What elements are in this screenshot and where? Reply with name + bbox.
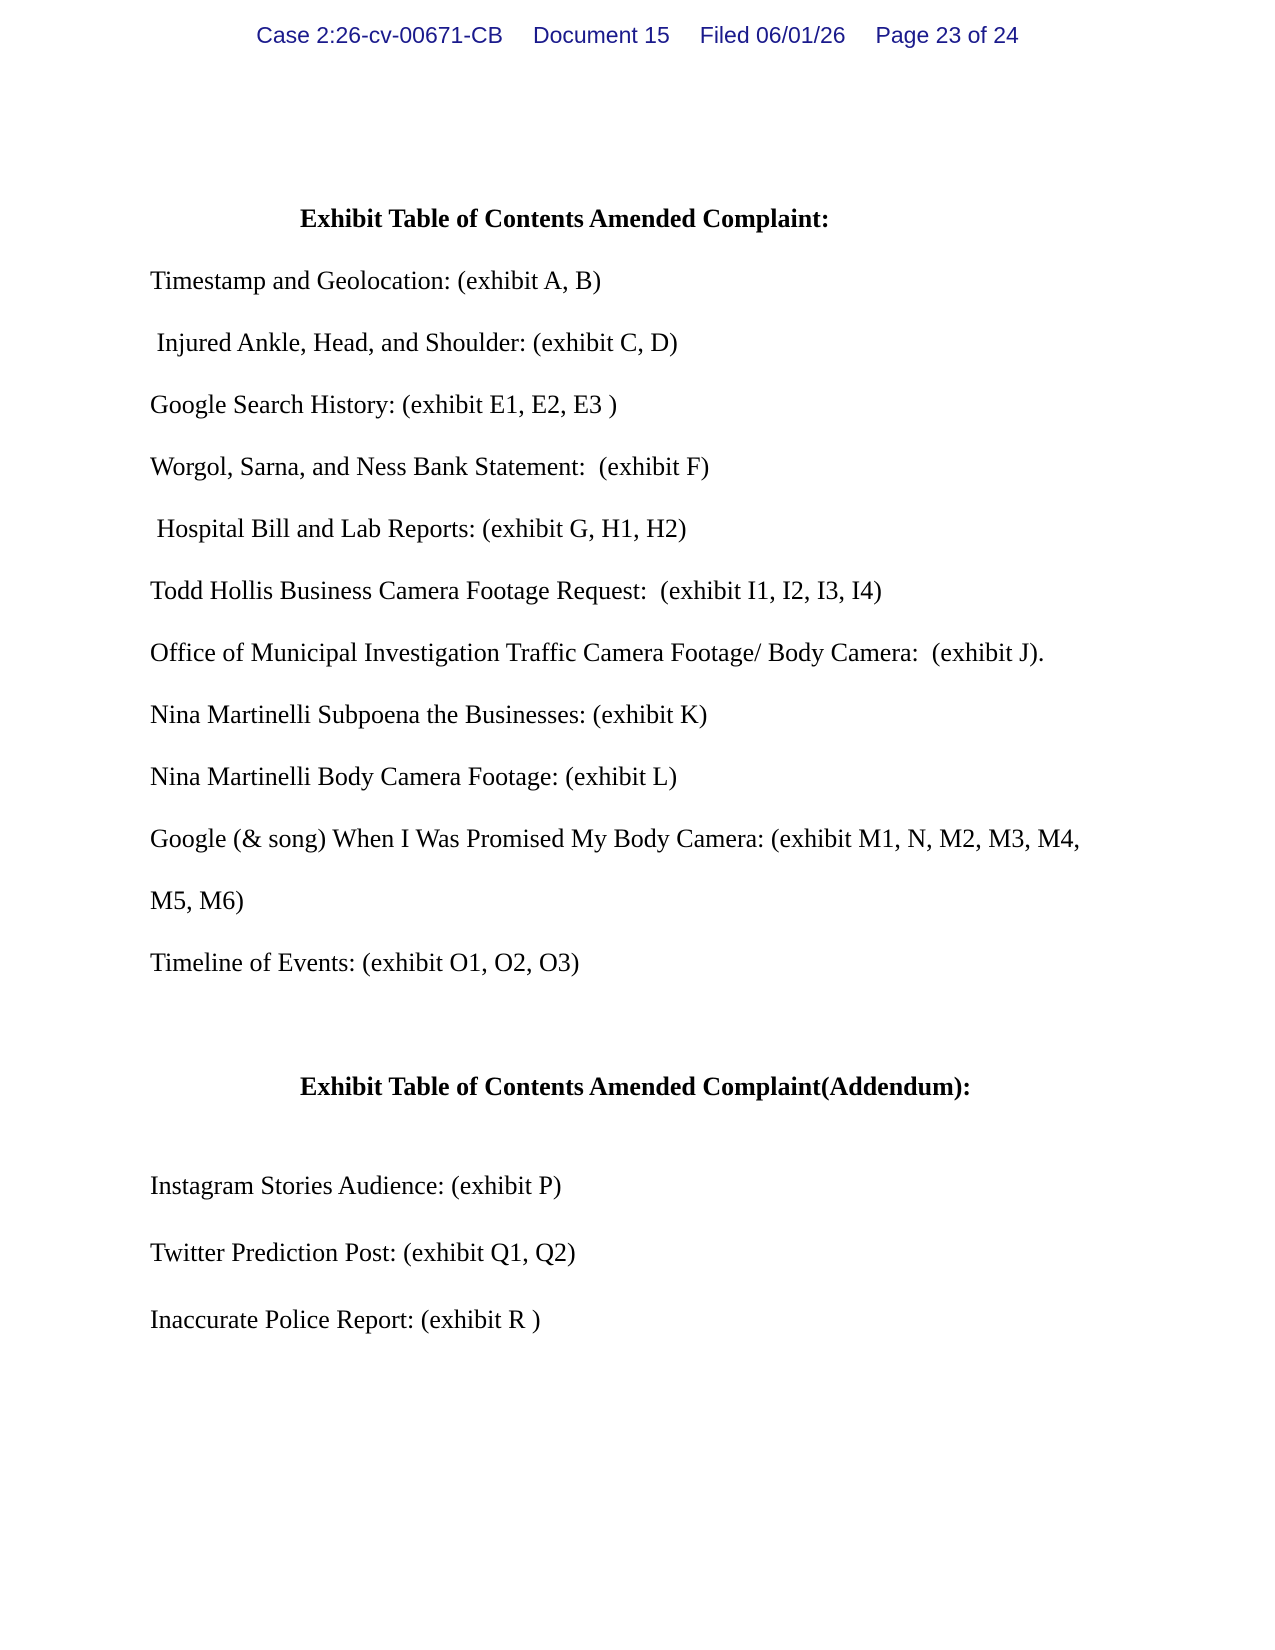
exhibit-entry: Google Search History: (exhibit E1, E2, E3 ): [150, 390, 618, 419]
page-number: Page 23 of 24: [875, 22, 1019, 48]
exhibit-entry: Injured Ankle, Head, and Shoulder: (exhibit C, D): [150, 328, 678, 357]
section-title-exhibits: Exhibit Table of Contents Amended Complaint:: [300, 204, 830, 233]
ecf-filing-header: [0, 22, 1275, 49]
exhibit-entry: Hospital Bill and Lab Reports: (exhibit G, H1, H2): [150, 514, 687, 543]
exhibit-entry: Timeline of Events: (exhibit O1, O2, O3): [150, 948, 580, 977]
section-title-addendum: Exhibit Table of Contents Amended Complaint(Addendum):: [300, 1072, 972, 1101]
filed-date: Filed 06/01/26: [699, 22, 846, 48]
exhibit-entry: Office of Municipal Investigation Traffic Camera Footage/ Body Camera: (exhibit J).: [150, 638, 1045, 667]
exhibit-entry-continuation: M5, M6): [150, 886, 244, 915]
exhibit-entry: Nina Martinelli Subpoena the Businesses: (exhibit K): [150, 700, 708, 729]
exhibit-entry: Google (& song) When I Was Promised My Body Camera: (exhibit M1, N, M2, M3, M4,: [150, 824, 1080, 853]
exhibit-entry: Nina Martinelli Body Camera Footage: (exhibit L): [150, 762, 678, 791]
addendum-entry: Instagram Stories Audience: (exhibit P): [150, 1171, 562, 1200]
addendum-entry: Twitter Prediction Post: (exhibit Q1, Q2): [150, 1238, 576, 1267]
case-number: Case 2:26-cv-00671-CB: [256, 22, 503, 48]
exhibit-entry: Todd Hollis Business Camera Footage Request: (exhibit I1, I2, I3, I4): [150, 576, 882, 605]
exhibit-entry: Timestamp and Geolocation: (exhibit A, B): [150, 266, 602, 295]
document-number: Document 15: [532, 22, 670, 48]
addendum-entry: Inaccurate Police Report: (exhibit R ): [150, 1305, 541, 1334]
exhibit-entry: Worgol, Sarna, and Ness Bank Statement: (exhibit F): [150, 452, 710, 481]
